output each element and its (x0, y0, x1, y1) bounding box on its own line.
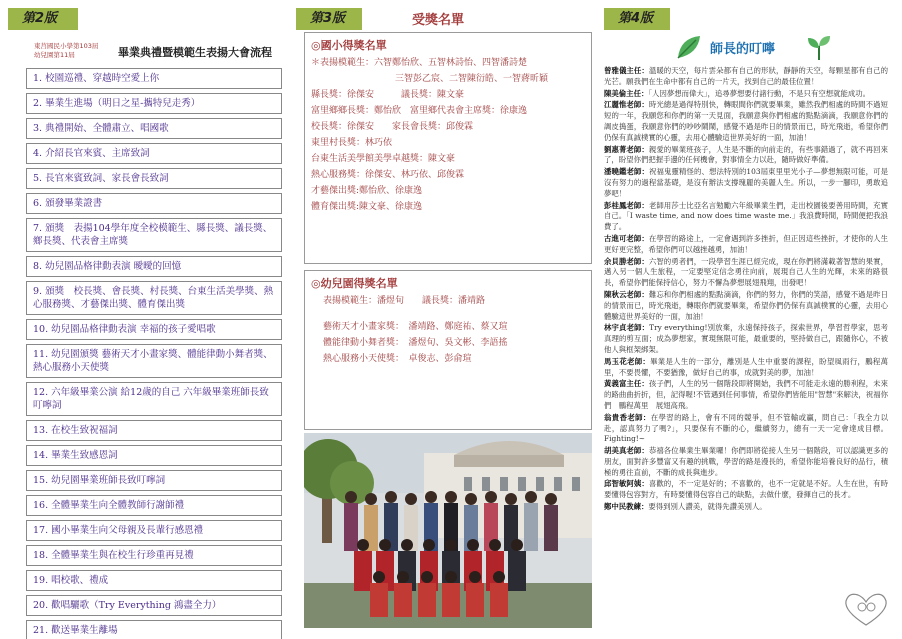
program-item: 16. 全體畢業生向全體教師行謝師禮 (26, 495, 282, 516)
message-text: 孩子們，人生的另一個階段即將開始，我們不可能走永遠的勝利程，未來的路曲曲折折，但，記得喔!不管遇到任何事情，希望你們皆能用"智慧"來解決，祝福你們 鵬程萬里 展翅高飛。 (604, 379, 888, 410)
program-item: 5. 長官來賓致詞、家長會長致詞 (26, 168, 282, 189)
kindergarten-awards-heading: ◎幼兒園得獎名單 (311, 277, 398, 290)
award-line: 熱心服務小天使獎： 卓俊志、彭俞瑄 (323, 354, 472, 364)
teacher-name: 邱智敏阿姨： (604, 479, 649, 489)
program-item: 3. 典禮開始、全體肅立、唱國歌 (26, 118, 282, 139)
leaf-icon (674, 32, 704, 62)
program-item: 12. 六年級畢業公演 給12歲的自己 六年級畢業班師長致叮嚀詞 (26, 382, 282, 416)
teacher-name: 曾雅儀主任： (604, 66, 649, 75)
award-line: 東里村長獎：林巧依 (311, 138, 393, 148)
message-text: 在學習的路途上，一定會遇到許多挫折，但正因這些挫折，才使你的人生更好更完整，希望你們可以越挫越勇，加油！ (604, 233, 888, 254)
message-text: 在學習的路上，會有不同的競爭，但不管輸或贏，問自己：「我全力以赴，認真努力了嗎?」，只要保有不斷的心，繼續努力，總有一天一定會達成目標。Fighting!~ (604, 412, 888, 444)
page-awards (296, 8, 592, 633)
teacher-message (604, 257, 888, 289)
award-line: 表揚模範生：潘煜旬 議長獎：潘靖路 (323, 296, 486, 306)
teacher-message (604, 201, 888, 233)
teacher-message (604, 379, 888, 411)
award-line: ＊表揚模範生：六智鄭怡欣、五智林詩怡、四智潘詩楚 (311, 58, 528, 68)
message-text: 溫暖的天空，每片雲朵都有自己的形狀，靜靜的天空，每顆星都有自己的光芒。願我們在生命中都有自己的一片天，找到自己的最佳位置！ (604, 66, 888, 86)
program-item: 18. 全體畢業生與在校生行珍重再見禮 (26, 545, 282, 566)
teacher-message (604, 89, 888, 100)
teacher-message (604, 479, 888, 501)
awards-title: 受獎名單 (412, 13, 465, 28)
teacher-name: 陳美倫主任： (604, 88, 649, 98)
program-item: 1. 校園巡禮、穿越時空愛上你 (26, 68, 282, 89)
message-text: 時光總是過得特別快，轉眼間你們就要畢業，雖然我們相處的時間不過短短的一年，我願您和你們的第一天見面，我願意與你們相處的點點滴滴，我願意你們的調皮搗蛋，我願意你們的吵吵鬧鬧，感覺不過是昨日的情景而已，時光飛逝，希望你們仍保有真誠樸實的心靈，去用心體驗這世界美好的一面，加油！ (604, 100, 888, 142)
program-item: 9. 頒獎 校長獎、會長獎、村長獎、台東生活美學獎、熱心服務獎、才藝傑出獎、體育傑出獎 (26, 281, 282, 315)
award-line: 校長獎：徐傑安 家長會長獎：邱俊霖 (311, 122, 474, 132)
program-header (34, 42, 284, 64)
graduation-group-photo (304, 433, 592, 628)
teacher-message (604, 145, 888, 167)
award-line: 體能律動小舞者獎： 潘煜旬、吳文彬、李語搖 (323, 338, 508, 348)
message-text: Try everything!別放棄，永遠保持孩子，探索世界，學習哲學家，思考真理的剪互面；成為夢想家，實現無限可能，最重要的，堅持做自己，跟隨你心，不被他人與框架綁架。 (604, 323, 888, 354)
program-item: 11. 幼兒園頒獎 藝術天才小畫家獎、體能律動小舞者獎、熱心服務小天使獎 (26, 344, 282, 378)
elementary-awards-box (304, 32, 592, 264)
program-item: 13. 在校生致祝福詞 (26, 420, 282, 441)
message-text: 老師用莎士比亞名言勉勵六年級畢業生們，走出校園後要善用時間，充實自己。「I waste time, and now does time waste me.」我浪費時間，時間便把我浪費了。 (604, 200, 888, 232)
teacher-name: 江麗惟老師： (604, 100, 649, 110)
message-text: 六智的勇者們，一段學習生涯已經完成，現在你們將滿載著智慧的果實，邁入另一個人生旅程，一定要堅定信念勇往向前，展現自己人生的光輝，未來的路很長，希望你們能保持信心，努力不懈為夢想展翅飛翔，出發吧！ (604, 256, 888, 288)
teacher-name: 彭桂鳳老師： (604, 200, 649, 210)
teacher-message (604, 413, 888, 445)
message-text: 「人因夢想而偉大」，追尋夢想要付諸行動，不是只有空想就能成功。 (648, 88, 871, 98)
elementary-awards-heading: ◎國小得獎名單 (311, 39, 387, 52)
teacher-name: 余貝勝老師： (604, 256, 649, 266)
teacher-message (604, 100, 888, 143)
award-line: 藝術天才小畫家獎： 潘靖路、鄭庭祐、蔡又瑄 (323, 322, 508, 332)
award-line: 富里鄉鄉長獎：鄭怡欣 富里鄉代表會主席獎：徐康逸 (311, 106, 528, 116)
award-line: 台東生活美學館美學卓越獎：陳文豪 (311, 154, 456, 164)
page-number-tag: 第2版 (8, 8, 78, 30)
program-item: 2. 畢業生進場（明日之星-攜特兒走秀） (26, 93, 282, 114)
program-list (26, 68, 282, 639)
teacher-name: 胡美真老師： (604, 446, 649, 456)
program-item: 8. 幼兒園品格律動表演 曖曖的回憶 (26, 256, 282, 277)
program-item: 17. 國小畢業生向父母親及長輩行感恩禮 (26, 520, 282, 541)
page-program (8, 8, 284, 636)
heart-stamp-decoration (840, 589, 892, 629)
school-subtitle-line1: 東莒國民小學第103屆 (34, 42, 99, 50)
teacher-messages-list (604, 66, 888, 514)
program-item: 7. 頒獎 表揚104學年度全校模範生、縣長獎、議長獎、鄉長獎、代表會主席獎 (26, 218, 282, 252)
message-text: 畢業是人生的一部分，離別是人生中重要的課程，盼望風雨行，鵬程萬里，不要畏懼，不要猶豫，做好自己的事，成就對美的夢，加油！ (604, 356, 888, 377)
message-text: 要得到別人讚美，就得先讚美別人。 (648, 502, 767, 512)
messages-title: 師長的叮嚀 (710, 42, 776, 57)
program-item: 4. 介紹長官來賓、主席致詞 (26, 143, 282, 164)
teacher-message (604, 234, 888, 256)
teacher-message (604, 167, 888, 199)
program-item: 14. 畢業生致感恩詞 (26, 445, 282, 466)
program-item: 6. 頒發畢業證書 (26, 193, 282, 214)
page-teacher-messages (604, 8, 894, 633)
page-number-tag: 第3版 (296, 8, 362, 30)
teacher-name: 馬玉花老師： (604, 356, 651, 366)
award-line: 才藝傑出獎:鄭怡欣、徐康逸 (311, 186, 423, 196)
messages-header (674, 32, 874, 62)
message-text: 祝福鬼靈精怪的、想法特別的103屆東里里光小子—夢想無限可能，可是沒有努力的過程當基礎，是沒有辦法支撐瑰麗的美麗人生。所以，一步一腳印，勇敢追夢吧！ (604, 167, 888, 198)
group-photo-illustration (304, 433, 592, 628)
award-line: 三智彭乙宸、二智陳衍皓、一智蔣昕穎 (395, 74, 549, 84)
program-item: 20. 歡唱驪歌（Try Everything 鴻盡全力） (26, 595, 282, 616)
teacher-name: 鄭中民教練： (604, 502, 649, 512)
program-item: 10. 幼兒園品格律動表演 幸福的孩子愛唱歌 (26, 319, 282, 340)
teacher-name: 潘曉鑑老師： (604, 167, 649, 177)
program-item: 15. 幼兒園畢業班師長致叮嚀詞 (26, 470, 282, 491)
teacher-message (604, 323, 888, 355)
teacher-name: 黃義富主任： (604, 379, 649, 389)
teacher-name: 劉惠菁老師： (604, 144, 649, 154)
award-line: 熱心服務獎：徐傑安、林巧依、邱俊霖 (311, 170, 465, 180)
program-item: 19. 唱校歌、禮成 (26, 570, 282, 591)
teacher-name: 翁貴香老師： (604, 412, 651, 422)
message-text: 喜歡的，不一定是好的；不喜歡的，也不一定就是不好。人生在世，有時要懂得包容對方，有時要懂得包容自己的缺點，去做什麼，發揮自己的長才。 (604, 479, 888, 500)
school-subtitle-line2: 幼兒園第11屆 (34, 51, 75, 59)
teacher-name: 古進可老師： (604, 233, 649, 243)
teacher-message (604, 357, 888, 379)
teacher-message (604, 502, 888, 513)
teacher-message (604, 446, 888, 478)
sprout-icon (804, 32, 834, 62)
teacher-name: 林宇貞老師： (604, 323, 650, 333)
teacher-name: 陳秋云老師： (604, 289, 649, 299)
page-number-tag: 第4版 (604, 8, 670, 30)
kindergarten-awards-box (304, 270, 592, 430)
teacher-message (604, 290, 888, 322)
message-text: 親愛的畢業班孩子，人生是不斷的向前走的，有些事錯過了，就不再回來了，盼望你們把握手邊的任何機會，對事情全力以赴，隨時做好準備。 (604, 144, 888, 165)
message-text: 恭禧各位畢業生畢業囉！你們即將從接人生另一個階段，可以認識更多的朋友，面對許多豐富又有趣的挑戰，學習的路是漫長的，希望你能培養良好的品行，積極的勇往直前，不斷的成長與進步。 (604, 446, 888, 477)
program-title: 畢業典禮暨模範生表揚大會流程 (118, 46, 272, 59)
award-line: 縣長獎：徐傑安 議長獎：陳文豪 (311, 90, 465, 100)
award-line: 體育傑出獎:陳文豪、徐康逸 (311, 202, 423, 212)
teacher-message (604, 66, 888, 88)
program-item: 21. 歡送畢業生離場 (26, 620, 282, 639)
message-text: 難忘和你們相處的點點滴滴，你們的努力，你們的笑語，感覺不過是昨日的情景而已，時光飛逝，轉眼你們就要畢業，希望你們仍保有真誠樸實的心靈，去用心體驗這世界美好的一面，加油！ (604, 289, 888, 321)
